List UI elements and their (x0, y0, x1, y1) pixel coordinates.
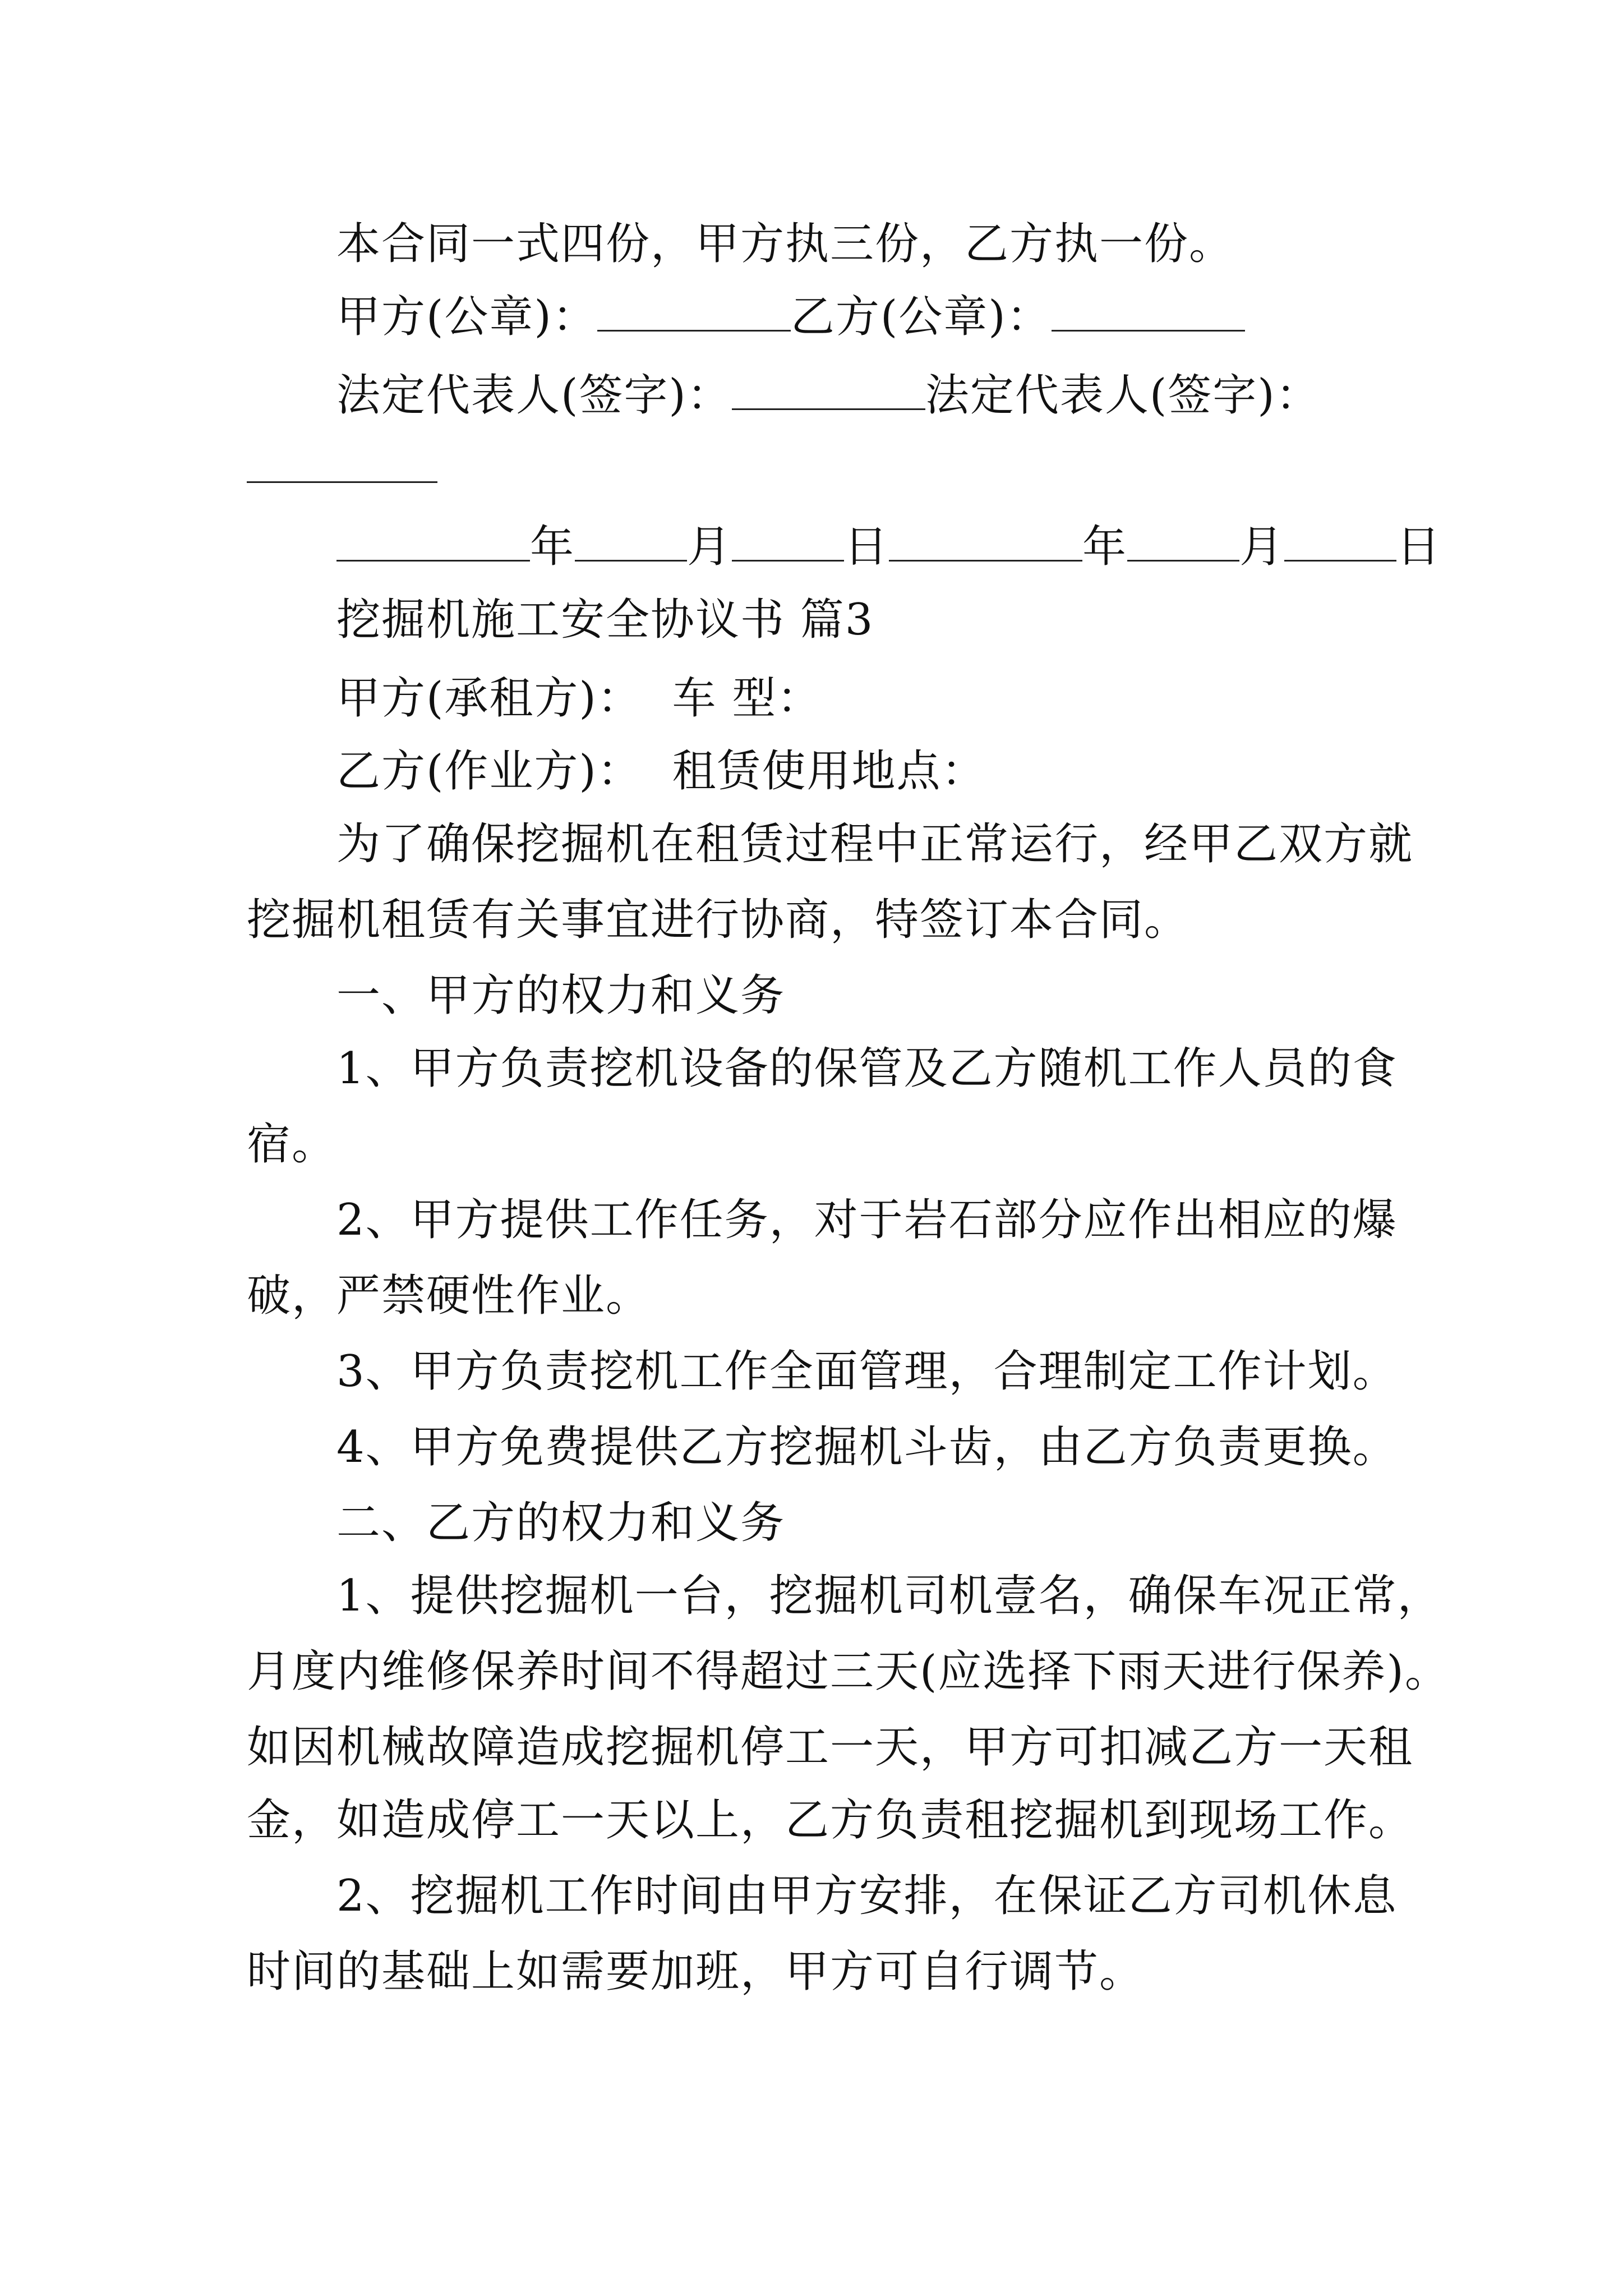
preamble-line-1: 为了确保挖掘机在租赁过程中正常运行，经甲乙双方就 (336, 819, 1414, 869)
month-b-label: 月 (1239, 522, 1285, 572)
party-a-seal-blank (597, 294, 791, 332)
day-b-blank (1284, 524, 1396, 562)
day-a-blank (732, 524, 844, 562)
month-b-blank (1127, 524, 1239, 562)
clause-a2-line-2: 破，严禁硬性作业。 (247, 1271, 651, 1321)
year-b-blank (889, 524, 1082, 562)
month-a-blank (575, 524, 687, 562)
party-a-seal-label: 甲方(公章)： (336, 292, 597, 342)
section-title: 挖掘机施工安全协议书 篇3 (336, 595, 874, 645)
copies-clause: 本合同一式四份，甲方执三份，乙方执一份。 (336, 219, 1234, 269)
day-b-label: 日 (1396, 522, 1442, 572)
heading-party-a-duties: 一、甲方的权力和义务 (336, 970, 786, 1021)
year-a-label: 年 (530, 522, 575, 572)
representative-line (336, 367, 1321, 424)
clause-a4: 4、甲方免费提供乙方挖掘机斗齿，由乙方负责更换。 (336, 1422, 1398, 1473)
clause-b1-line-1: 1、提供挖掘机一台，挖掘机司机壹名，确保车况正常， (336, 1571, 1442, 1621)
party-a-rep-blank (732, 372, 925, 410)
preamble-line-2: 挖掘机租赁有关事宜进行协商，特签订本合同。 (247, 895, 1189, 945)
party-b-line: 乙方(作业方)： 租赁使用地点： (336, 746, 986, 797)
party-b-rep-label: 法定代表人(签字)： (925, 370, 1321, 421)
month-a-label: 月 (687, 522, 732, 572)
party-b-rep-blank (247, 481, 437, 483)
day-a-label: 日 (844, 522, 889, 572)
clause-b2-line-2: 时间的基础上如需要加班，甲方可自行调节。 (247, 1947, 1145, 1997)
clause-b1-line-4: 金，如造成停工一天以上，乙方负责租挖掘机到现场工作。 (247, 1795, 1414, 1846)
party-a-line: 甲方(承租方)： 车 型： (336, 673, 822, 724)
clause-a2-line-1: 2、甲方提供工作任务，对于岩石部分应作出相应的爆 (336, 1195, 1398, 1245)
clause-a1-line-2: 宿。 (247, 1119, 337, 1170)
clause-b1-line-3: 如因机械故障造成挖掘机停工一天，甲方可扣减乙方一天租 (247, 1722, 1414, 1773)
year-a-blank (336, 524, 530, 562)
heading-party-b-duties: 二、乙方的权力和义务 (336, 1498, 786, 1548)
date-line (336, 519, 1441, 575)
party-b-seal-blank (1052, 294, 1245, 332)
year-b-label: 年 (1082, 522, 1128, 572)
seal-line (336, 289, 1245, 345)
clause-a1-line-1: 1、甲方负责挖机设备的保管及乙方随机工作人员的食 (336, 1043, 1398, 1094)
clause-b1-line-2: 月度内维修保养时间不得超过三天(应选择下雨天进行保养)。 (247, 1646, 1450, 1697)
clause-b2-line-1: 2、挖掘机工作时间由甲方安排，在保证乙方司机休息 (336, 1871, 1398, 1921)
party-a-rep-label: 法定代表人(签字)： (336, 370, 732, 421)
party-b-seal-label: 乙方(公章)： (790, 292, 1052, 342)
clause-a3: 3、甲方负责挖机工作全面管理，合理制定工作计划。 (336, 1346, 1398, 1397)
